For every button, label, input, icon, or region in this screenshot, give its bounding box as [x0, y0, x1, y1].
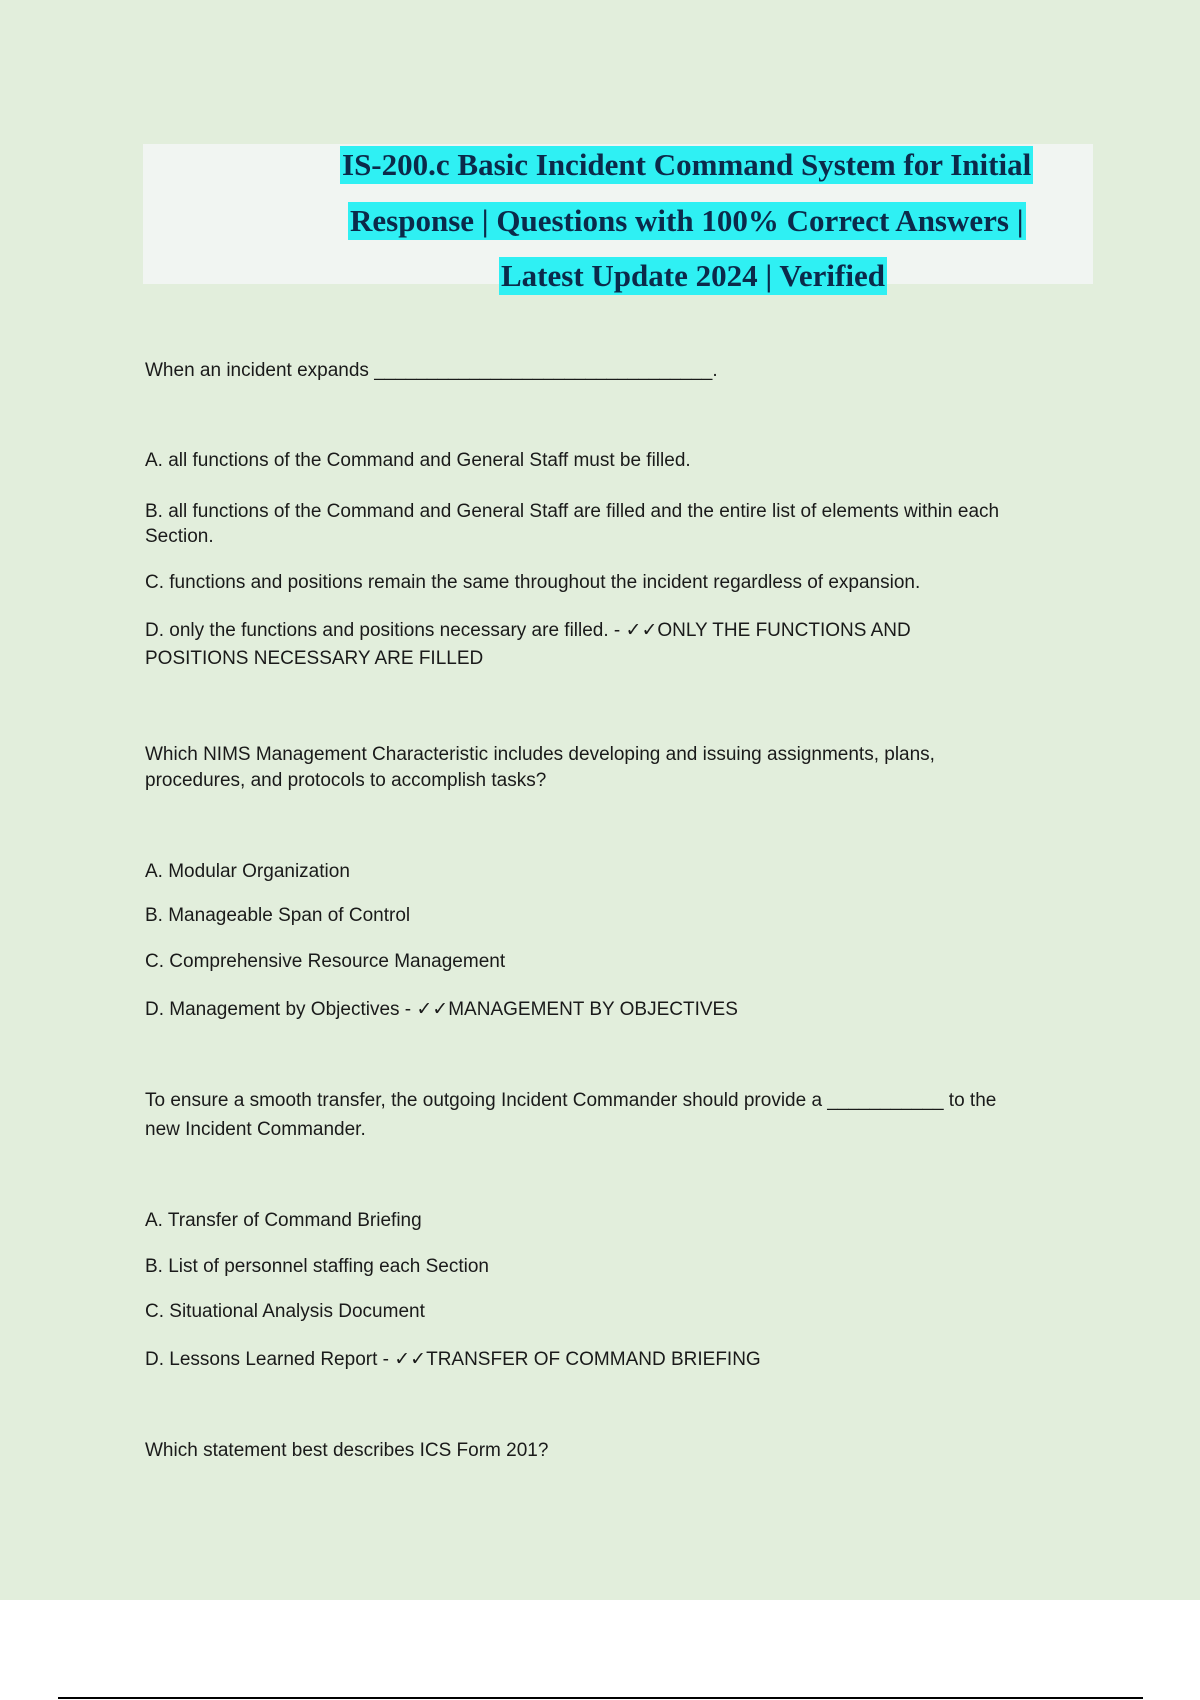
- question-1-answer-continued: POSITIONS NECESSARY ARE FILLED: [145, 648, 484, 669]
- document-title-line-3: Latest Update 2024 | Verified: [501, 258, 885, 293]
- question-3-option-a: A. Transfer of Command Briefing: [145, 1210, 422, 1231]
- question-1-option-b-continued: Section.: [145, 526, 214, 547]
- question-2-option-b: B. Manageable Span of Control: [145, 905, 411, 926]
- question-3-option-d-answer: D. Lessons Learned Report - ✓✓TRANSFER OF COMMAND BRIEFING: [145, 1349, 761, 1370]
- document-title-line-1: IS-200.c Basic Incident Command System for Initial: [342, 147, 1032, 182]
- question-1-prompt: When an incident expands ________________________________.: [145, 360, 718, 381]
- document-title-line-2: Response | Questions with 100% Correct Answers |: [350, 203, 1024, 238]
- question-2-option-c: C. Comprehensive Resource Management: [145, 951, 506, 972]
- question-2-option-a: A. Modular Organization: [145, 861, 350, 882]
- question-2-prompt-line-1: Which NIMS Management Characteristic includes developing and issuing assignments, plans,: [145, 744, 935, 765]
- question-3-prompt-line-2: new Incident Commander.: [145, 1119, 366, 1140]
- question-1-option-b: B. all functions of the Command and General Staff are filled and the entire list of elements within each: [145, 501, 1000, 522]
- question-2-prompt-line-2: procedures, and protocols to accomplish tasks?: [145, 770, 547, 791]
- question-1-option-d-answer: D. only the functions and positions necessary are filled. - ✓✓ONLY THE FUNCTIONS AND: [145, 620, 911, 641]
- question-3-prompt-line-1: To ensure a smooth transfer, the outgoing Incident Commander should provide a ___________ to the: [145, 1090, 997, 1111]
- question-4-prompt: Which statement best describes ICS Form 201?: [145, 1440, 549, 1461]
- question-1-option-c: C. functions and positions remain the same throughout the incident regardless of expansion.: [145, 572, 921, 593]
- footer-rule: [58, 1697, 1143, 1699]
- question-3-option-b: B. List of personnel staffing each Section: [145, 1256, 489, 1277]
- question-2-option-d-answer: D. Management by Objectives - ✓✓MANAGEMENT BY OBJECTIVES: [145, 999, 738, 1020]
- question-1-option-a: A. all functions of the Command and General Staff must be filled.: [145, 450, 691, 471]
- question-3-option-c: C. Situational Analysis Document: [145, 1301, 425, 1322]
